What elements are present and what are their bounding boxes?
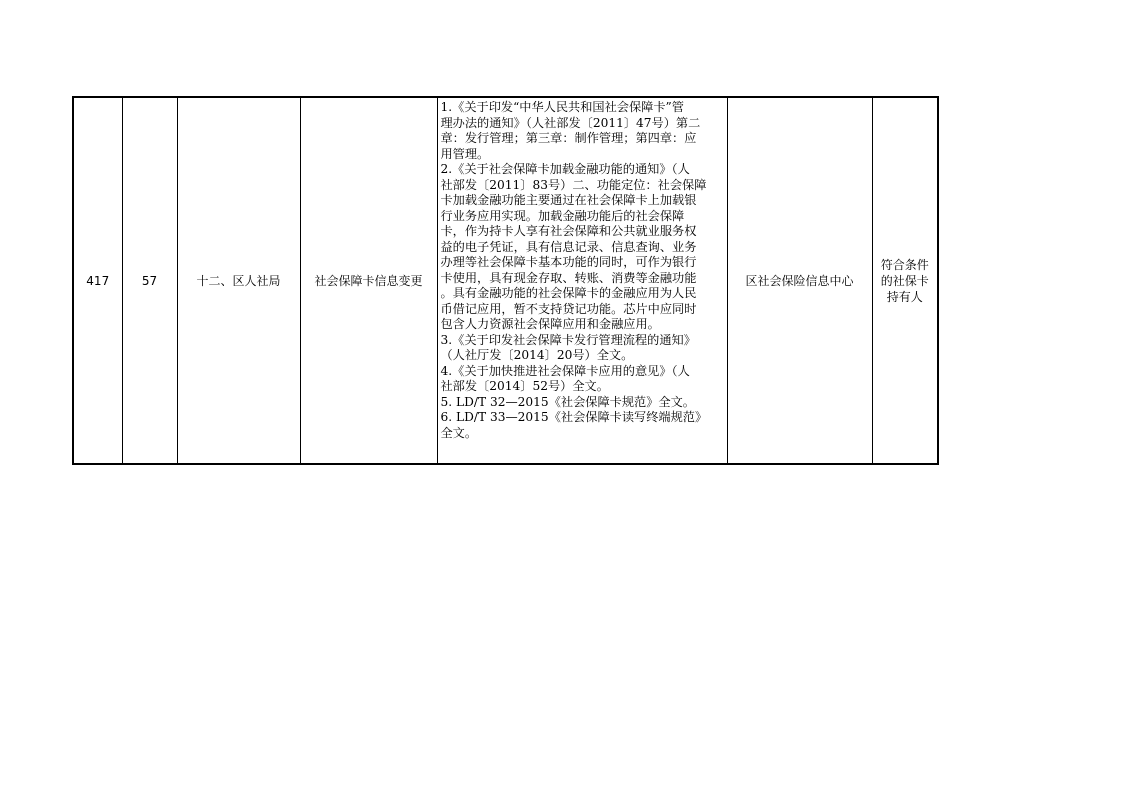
legal-basis-cell <box>437 97 727 464</box>
legal-basis-line: 理办法的通知》（人社部发〔2011〕47号）第二 <box>440 115 701 130</box>
legal-basis-line: 1.《关于印发“中华人民共和国社会保障卡”管 <box>440 100 684 114</box>
legal-basis-line: （人社厅发〔2014〕20号）全文。 <box>440 348 634 362</box>
matter-cell <box>300 97 437 464</box>
serial-number-cell <box>73 97 122 464</box>
item-number: 57 <box>141 273 158 288</box>
service-target-line: 的社保卡 <box>880 273 929 288</box>
legal-basis-line: 社部发〔2011〕83号）二、功能定位：社会保障 <box>440 177 707 192</box>
legal-basis-line: 益的电子凭证，具有信息记录、信息查询、业务 <box>440 239 697 254</box>
matter-name: 社会保障卡信息变更 <box>314 273 423 288</box>
legal-basis-line: 社部发〔2014〕52号）全文。 <box>440 379 609 393</box>
handling-unit-cell <box>727 97 872 464</box>
matter-table <box>72 96 939 465</box>
service-target-cell <box>872 97 938 464</box>
legal-basis-line: 办理等社会保障卡基本功能的同时，可作为银行 <box>440 255 697 269</box>
serial-number: 417 <box>86 273 110 288</box>
legal-basis-line: 卡加载金融功能主要通过在社会保障卡上加载银 <box>440 193 697 207</box>
legal-basis-line: 2.《关于社会保障卡加载金融功能的通知》（人 <box>440 162 690 176</box>
handling-unit: 区社会保险信息中心 <box>745 273 854 288</box>
legal-basis-line: 3.《关于印发社会保障卡发行管理流程的通知》 <box>440 332 696 347</box>
legal-basis-line: 卡，作为持卡人享有社会保障和公共就业服务权 <box>440 224 697 238</box>
service-target-line: 持有人 <box>886 289 923 304</box>
legal-basis-line: 6. LD/T 33—2015《社会保障卡读写终端规范》 <box>440 410 708 424</box>
legal-basis-line: 币借记应用，暂不支持贷记功能。芯片中应同时 <box>440 301 697 316</box>
legal-basis-line: 。具有金融功能的社会保障卡的金融应用为人民 <box>440 286 697 300</box>
legal-basis-line: 章：发行管理；第三章：制作管理；第四章：应 <box>440 131 697 145</box>
legal-basis-line: 全文。 <box>440 425 478 440</box>
legal-basis-line: 卡使用，具有现金存取、转账、消费等金融功能 <box>440 270 697 285</box>
item-number-cell <box>122 97 177 464</box>
department: 十二、区人社局 <box>196 273 281 288</box>
legal-basis-line: 包含人力资源社会保障应用和金融应用。 <box>440 317 660 331</box>
service-target-line: 符合条件 <box>880 257 929 272</box>
department-cell <box>177 97 300 464</box>
legal-basis-line: 5. LD/T 32—2015《社会保障卡规范》全文。 <box>440 394 695 409</box>
legal-basis-line: 4.《关于加快推进社会保障卡应用的意见》（人 <box>440 363 690 378</box>
table-row <box>73 97 938 464</box>
legal-basis-line: 用管理。 <box>440 146 490 161</box>
legal-basis-line: 行业务应用实现。加载金融功能后的社会保障 <box>440 208 685 223</box>
